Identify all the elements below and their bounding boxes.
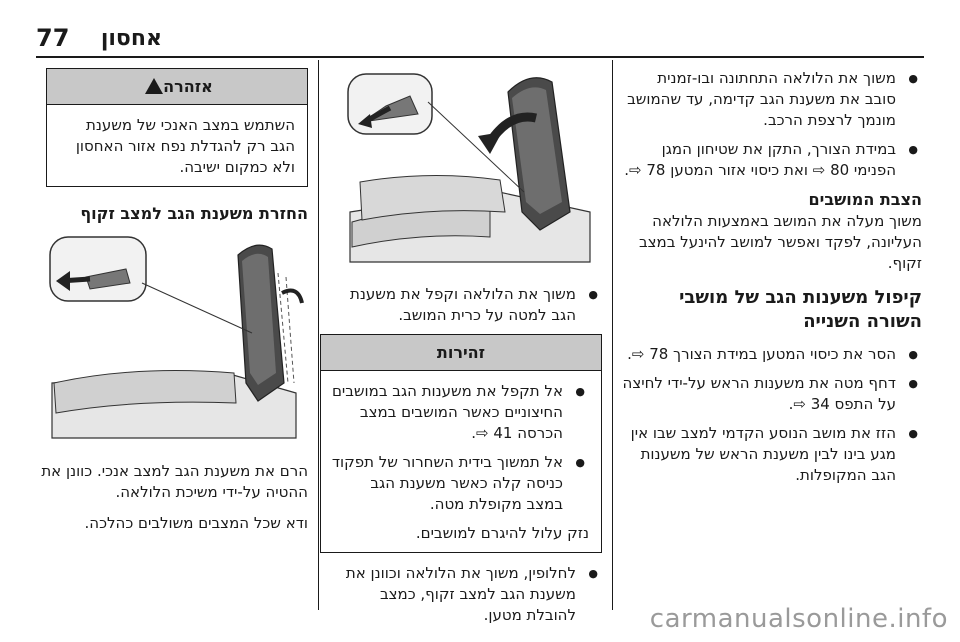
seat-position-title: הצבת המושבים <box>808 190 922 209</box>
caution-bullet-list <box>331 381 589 515</box>
list-item: ● אל תקפל את משענות הגב במושבים החיצוניים כאשר המושבים במצב הכרסה 41 ⇨. <box>331 381 589 444</box>
left-column <box>36 60 308 534</box>
watermark: carmanualsonline.info <box>649 604 948 634</box>
warning-header <box>47 69 307 105</box>
bullet-list-top <box>622 68 922 181</box>
column-divider-left <box>318 60 319 610</box>
warning-triangle-icon: ! <box>145 78 163 94</box>
fold-title: קיפול משענות הגב של מושבי השורה השנייה <box>679 287 922 332</box>
alt-bullet-list <box>330 563 602 626</box>
lock-text: ודא שכל המצבים משולבים כהלכה. <box>84 514 308 532</box>
seat-position-text: משוך מעלה את המושב באמצעות הלולאה העליונה, לפקד ואפשר למושב להינעל במצב זקוף. <box>638 212 922 272</box>
warning-title: אזהרה <box>163 77 213 96</box>
list-item: ● הסר את כיסוי המטען במידת הצורך 78 ⇨. <box>622 344 922 365</box>
list-item: ● משוך את הלולאה וקפל את משענת הגב למטה על כרית המושב. <box>330 284 602 326</box>
list-item: ● הזז את מושב הנוסע הקדמי למצב שבו אין מגע בינו לבין משענת הראש של משענות הגב המקופלות. <box>622 423 922 486</box>
return-title: החזרת משענת הגב למצב זקוף <box>80 204 308 223</box>
right-column <box>622 60 922 494</box>
list-item: ● אל תמשוך בידית השחרור של תפקוד כניסה קלה כאשר משענת הגב במצב מקופלת מטה. <box>331 452 589 515</box>
caution-body <box>321 371 601 552</box>
caution-title: זהירות <box>321 335 601 371</box>
header-rule <box>36 56 924 58</box>
seat-fold-illustration <box>340 62 602 274</box>
caution-footer: נזק עלול להיגרם למושבים. <box>415 524 589 542</box>
list-item: ● במידת הצורך, התקן את שטיחון המגן הפנימי 80 ⇨ ואת כיסוי אזור המטען 78 ⇨. <box>622 139 922 181</box>
fold-bullet-list <box>622 344 922 486</box>
page-number: 77 <box>36 24 70 52</box>
warning-text: השתמש במצב האנכי של משענת הגב רק להגדלת נפח אזור האחסון ולא כמקום ישיבה. <box>75 116 295 176</box>
pull-bullet-list <box>330 284 602 326</box>
seat-fold-drawing <box>340 62 602 274</box>
list-item: ● משוך את הלולאה התחתונה ובו-זמנית סובב את משענת הגב קדימה, עד שהמושב מונמך לרצפת הרכב. <box>622 68 922 131</box>
return-text: הרם את משענת הגב למצב אנכי. כוונן את ההטיה על-ידי משיכת הלולאה. <box>41 462 308 501</box>
page-header <box>0 0 960 58</box>
seat-return-illustration <box>46 233 308 443</box>
list-item: ● לחלופין, משוך את הלולאה וכוונן את משענת הגב למצב זקוף, כמצב להובלת מטען. <box>330 563 602 626</box>
warning-box <box>46 68 308 187</box>
seat-return-drawing <box>46 233 308 443</box>
column-divider-right <box>612 60 613 610</box>
middle-column <box>330 60 602 634</box>
warning-body <box>47 105 307 186</box>
list-item: ● דחף מטה את משענות הראש על-ידי לחיצה על התפס 34 ⇨. <box>622 373 922 415</box>
caution-box <box>320 334 602 553</box>
section-title: אחסון <box>100 26 162 51</box>
